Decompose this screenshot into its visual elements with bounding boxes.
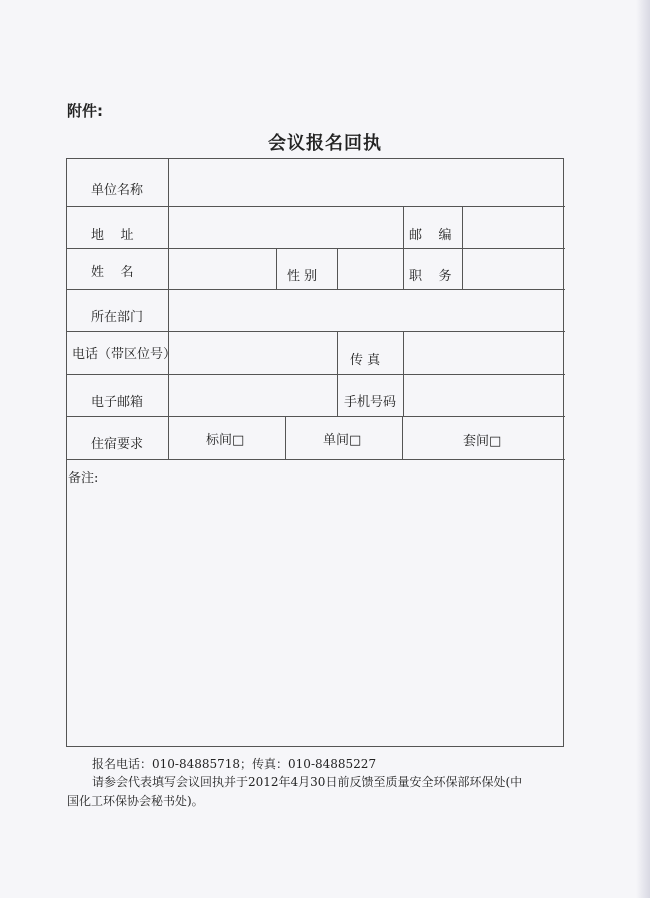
registration-form-table [66, 158, 564, 747]
note-line-1: 请参会代表填写会议回执并于2012年4月30日前反馈至质量安全环保部环保处(中 [92, 775, 523, 789]
label-column-divider [168, 159, 169, 459]
department-label: 所在部门 [91, 310, 144, 325]
col-divider [403, 248, 404, 289]
name-label: 姓 名 [91, 265, 134, 280]
col-divider [285, 416, 286, 459]
mobile-label: 手机号码 [344, 395, 397, 410]
position-label: 职 务 [409, 269, 452, 284]
col-divider [276, 248, 277, 289]
fax-label: 传 真 [350, 353, 381, 368]
standard-room-checkbox[interactable]: 标间□ [206, 433, 245, 448]
row-divider [67, 206, 565, 207]
postcode-label: 邮 编 [409, 228, 452, 243]
row-divider [67, 374, 565, 375]
lodging-label: 住宿要求 [91, 437, 144, 452]
remarks-label: 备注: [68, 471, 99, 486]
single-room-checkbox[interactable]: 单间□ [323, 433, 362, 448]
attachment-label: 附件: [67, 102, 103, 120]
col-divider [403, 331, 404, 416]
row-divider [67, 459, 565, 460]
row-divider [67, 248, 565, 249]
contact-line: 报名电话：010-84885718；传真：010-84885227 [92, 757, 377, 771]
page-title: 会议报名回执 [268, 133, 382, 154]
note-line-2: 国化工环保协会秘书处)。 [67, 794, 204, 808]
col-divider [337, 331, 338, 416]
company-label: 单位名称 [91, 183, 144, 198]
email-label: 电子邮箱 [91, 395, 144, 410]
col-divider [403, 206, 404, 248]
col-divider [402, 416, 403, 459]
phone-label: 电话（带区位号） [72, 347, 177, 362]
col-divider [462, 206, 463, 289]
gender-label: 性 别 [287, 269, 318, 284]
address-label: 地 址 [91, 228, 134, 243]
col-divider [337, 248, 338, 289]
row-divider [67, 416, 565, 417]
row-divider [67, 331, 565, 332]
suite-room-checkbox[interactable]: 套间□ [463, 434, 502, 449]
row-divider [67, 289, 565, 290]
